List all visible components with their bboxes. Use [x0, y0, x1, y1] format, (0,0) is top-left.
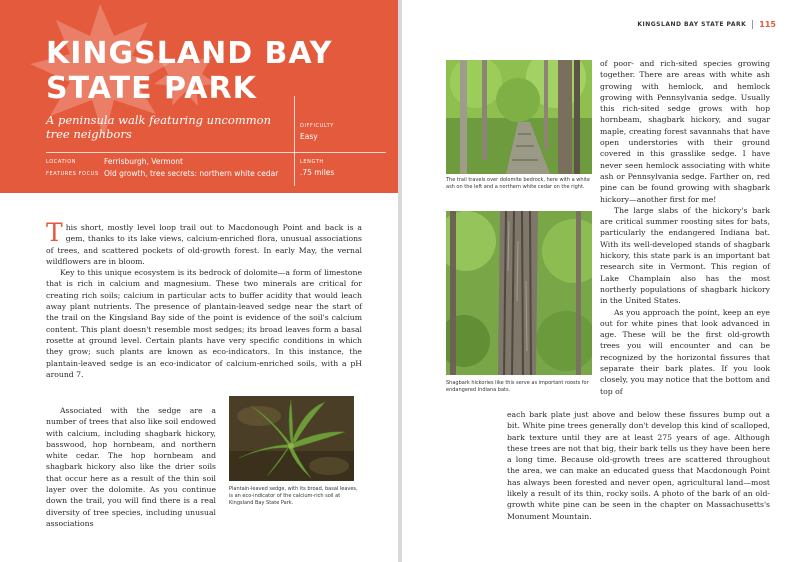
- paragraph-species-mix: of poor- and rich-sited species growing together. There are areas with white ash growing with hemlock, and hemlock growing with Pennsylvania sedge. Usually this rich-sited sedge grows with hop hornbeam, shagbark hickory, and sugar maple, creating forest savannahs that have open understories with their ground covered in this grasslike sedge. I have never seen hemlock associating with white ash or Pennsylvania sedge. Farther on, red pine can be found growing with shagbark hickory—another first for me!: [600, 59, 770, 204]
- drop-cap: T: [46, 218, 63, 247]
- paragraph-white-pines: As you approach the point, keep an eye out for white pines that look advanced in age. These will be the first old-growth trees you will encounter and can be recognized by the horizontal fissures that separate their bark plates. If you look closely, you may notice that the bottom and top of: [600, 307, 770, 396]
- right-page: [402, 0, 800, 562]
- sedge-caption: Plantain-leaved sedge, with its broad, basal leaves, is an eco-indicator of the calcium-rich soil at Kingsland Bay State Park.: [229, 486, 358, 506]
- shagbark-hickory-icon: [446, 211, 592, 375]
- length-label: LENGTH: [300, 159, 324, 165]
- sedge-photo: [229, 396, 354, 481]
- page-title: KINGSLAND BAY STATE PARK: [46, 36, 333, 106]
- paragraph-intro: This short, mostly level loop trail out to Macdonough Point and back is a gem, thanks to its lake views, calcium-enriched flora, unusual associations of trees, and scattered pockets of old-growth forest. In early May, the vernal wildflowers are in bloom.: [46, 218, 362, 266]
- forest-trail-icon: [446, 60, 592, 174]
- difficulty-value: Easy: [300, 132, 318, 141]
- hickory-caption: Shagbark hickories like this serve as important roosts for endangered Indiana bats.: [446, 380, 589, 393]
- page-number: 115: [759, 20, 776, 29]
- length-value: .75 miles: [300, 168, 335, 177]
- info-divider-vertical: [294, 96, 295, 186]
- info-divider-horizontal: [46, 152, 386, 153]
- hickory-photo: [446, 211, 592, 375]
- left-body-top: [46, 218, 362, 380]
- location-label: LOCATION: [46, 159, 77, 165]
- paragraph-associated-trees: Associated with the sedge are a number of trees that also like soil endowed with calcium, including shagbark hickory, basswood, hop hornbeam, and northern white cedar. The hop hornbeam and shagbark hickory also like the drier soils that occur here as a result of the thin soil layer over the dolomite. As you continue down the trail, you will find there is a real diversity of tree species, including unusual associations: [46, 406, 216, 528]
- paragraph-bark-plates: each bark plate just above and below these fissures bump out a bit. White pine trees generally don't develop this kind of scalloped, bark texture until they are at least 275 years of age. Although these trees are not that big, their bark tells us they have been here a long time. Because old-growth trees are scattered throughout the area, we can make an educated guess that Macdonough Point has always been forested and never open, agricultural land—most likely a result of its thin, rocky soils. A photo of the bark of an old-growth white pine can be seen in the chapter on Massachusetts's Monument Mountain.: [507, 410, 770, 521]
- right-body-column: [600, 58, 770, 397]
- page-subtitle: A peninsula walk featuring uncommon tree neighbors: [46, 113, 271, 141]
- running-head: KINGSLAND BAY STATE PARK: [637, 21, 747, 28]
- sedge-plant-icon: [229, 396, 354, 481]
- left-page: [0, 0, 398, 562]
- features-label: FEATURES FOCUS: [46, 171, 99, 177]
- trail-photo: [446, 60, 592, 174]
- trail-caption: The trail travels over dolomite bedrock, here with a white ash on the left and a northern white cedar on the right.: [446, 177, 590, 190]
- paragraph-dolomite: Key to this unique ecosystem is its bedrock of dolomite—a form of limestone that is rich in calcium and magnesium. These two minerals are critical for creating rich soils; calcium in particular acts to buffer acidity that would leach away plant nutrients. The presence of plantain-leaved sedge near the start of the trail on the Kingsland Bay side of the point is evidence of the soil's calcium content. This plant doesn't resemble most sedges; its broad leaves form a basal rosette at ground level. Certain plants have very specific conditions in which they grow; such plants are known as eco-indicators. In this instance, the plantain-leaved sedge is an eco-indicator of calcium-enriched soils, with a pH around 7.: [46, 268, 362, 379]
- location-value: Ferrisburgh, Vermont: [104, 157, 183, 166]
- features-value: Old growth, tree secrets: northern white cedar: [104, 169, 279, 178]
- paragraph-bats: The large slabs of the hickory's bark are critical summer roosting sites for bats, particularly the endangered Indiana bat. With its well-developed stands of shagbark hickory, this state park is an important bat research site in Vermont. This region of Lake Champlain also has the most northerly populations of shagbark hickory in the United States.: [600, 205, 770, 306]
- difficulty-label: DIFFICULTY: [300, 123, 334, 129]
- right-body-wide: [507, 409, 770, 522]
- header-divider: [752, 20, 753, 29]
- left-body-bottom: [46, 405, 216, 529]
- title-banner: [0, 0, 398, 193]
- running-header: [637, 20, 776, 29]
